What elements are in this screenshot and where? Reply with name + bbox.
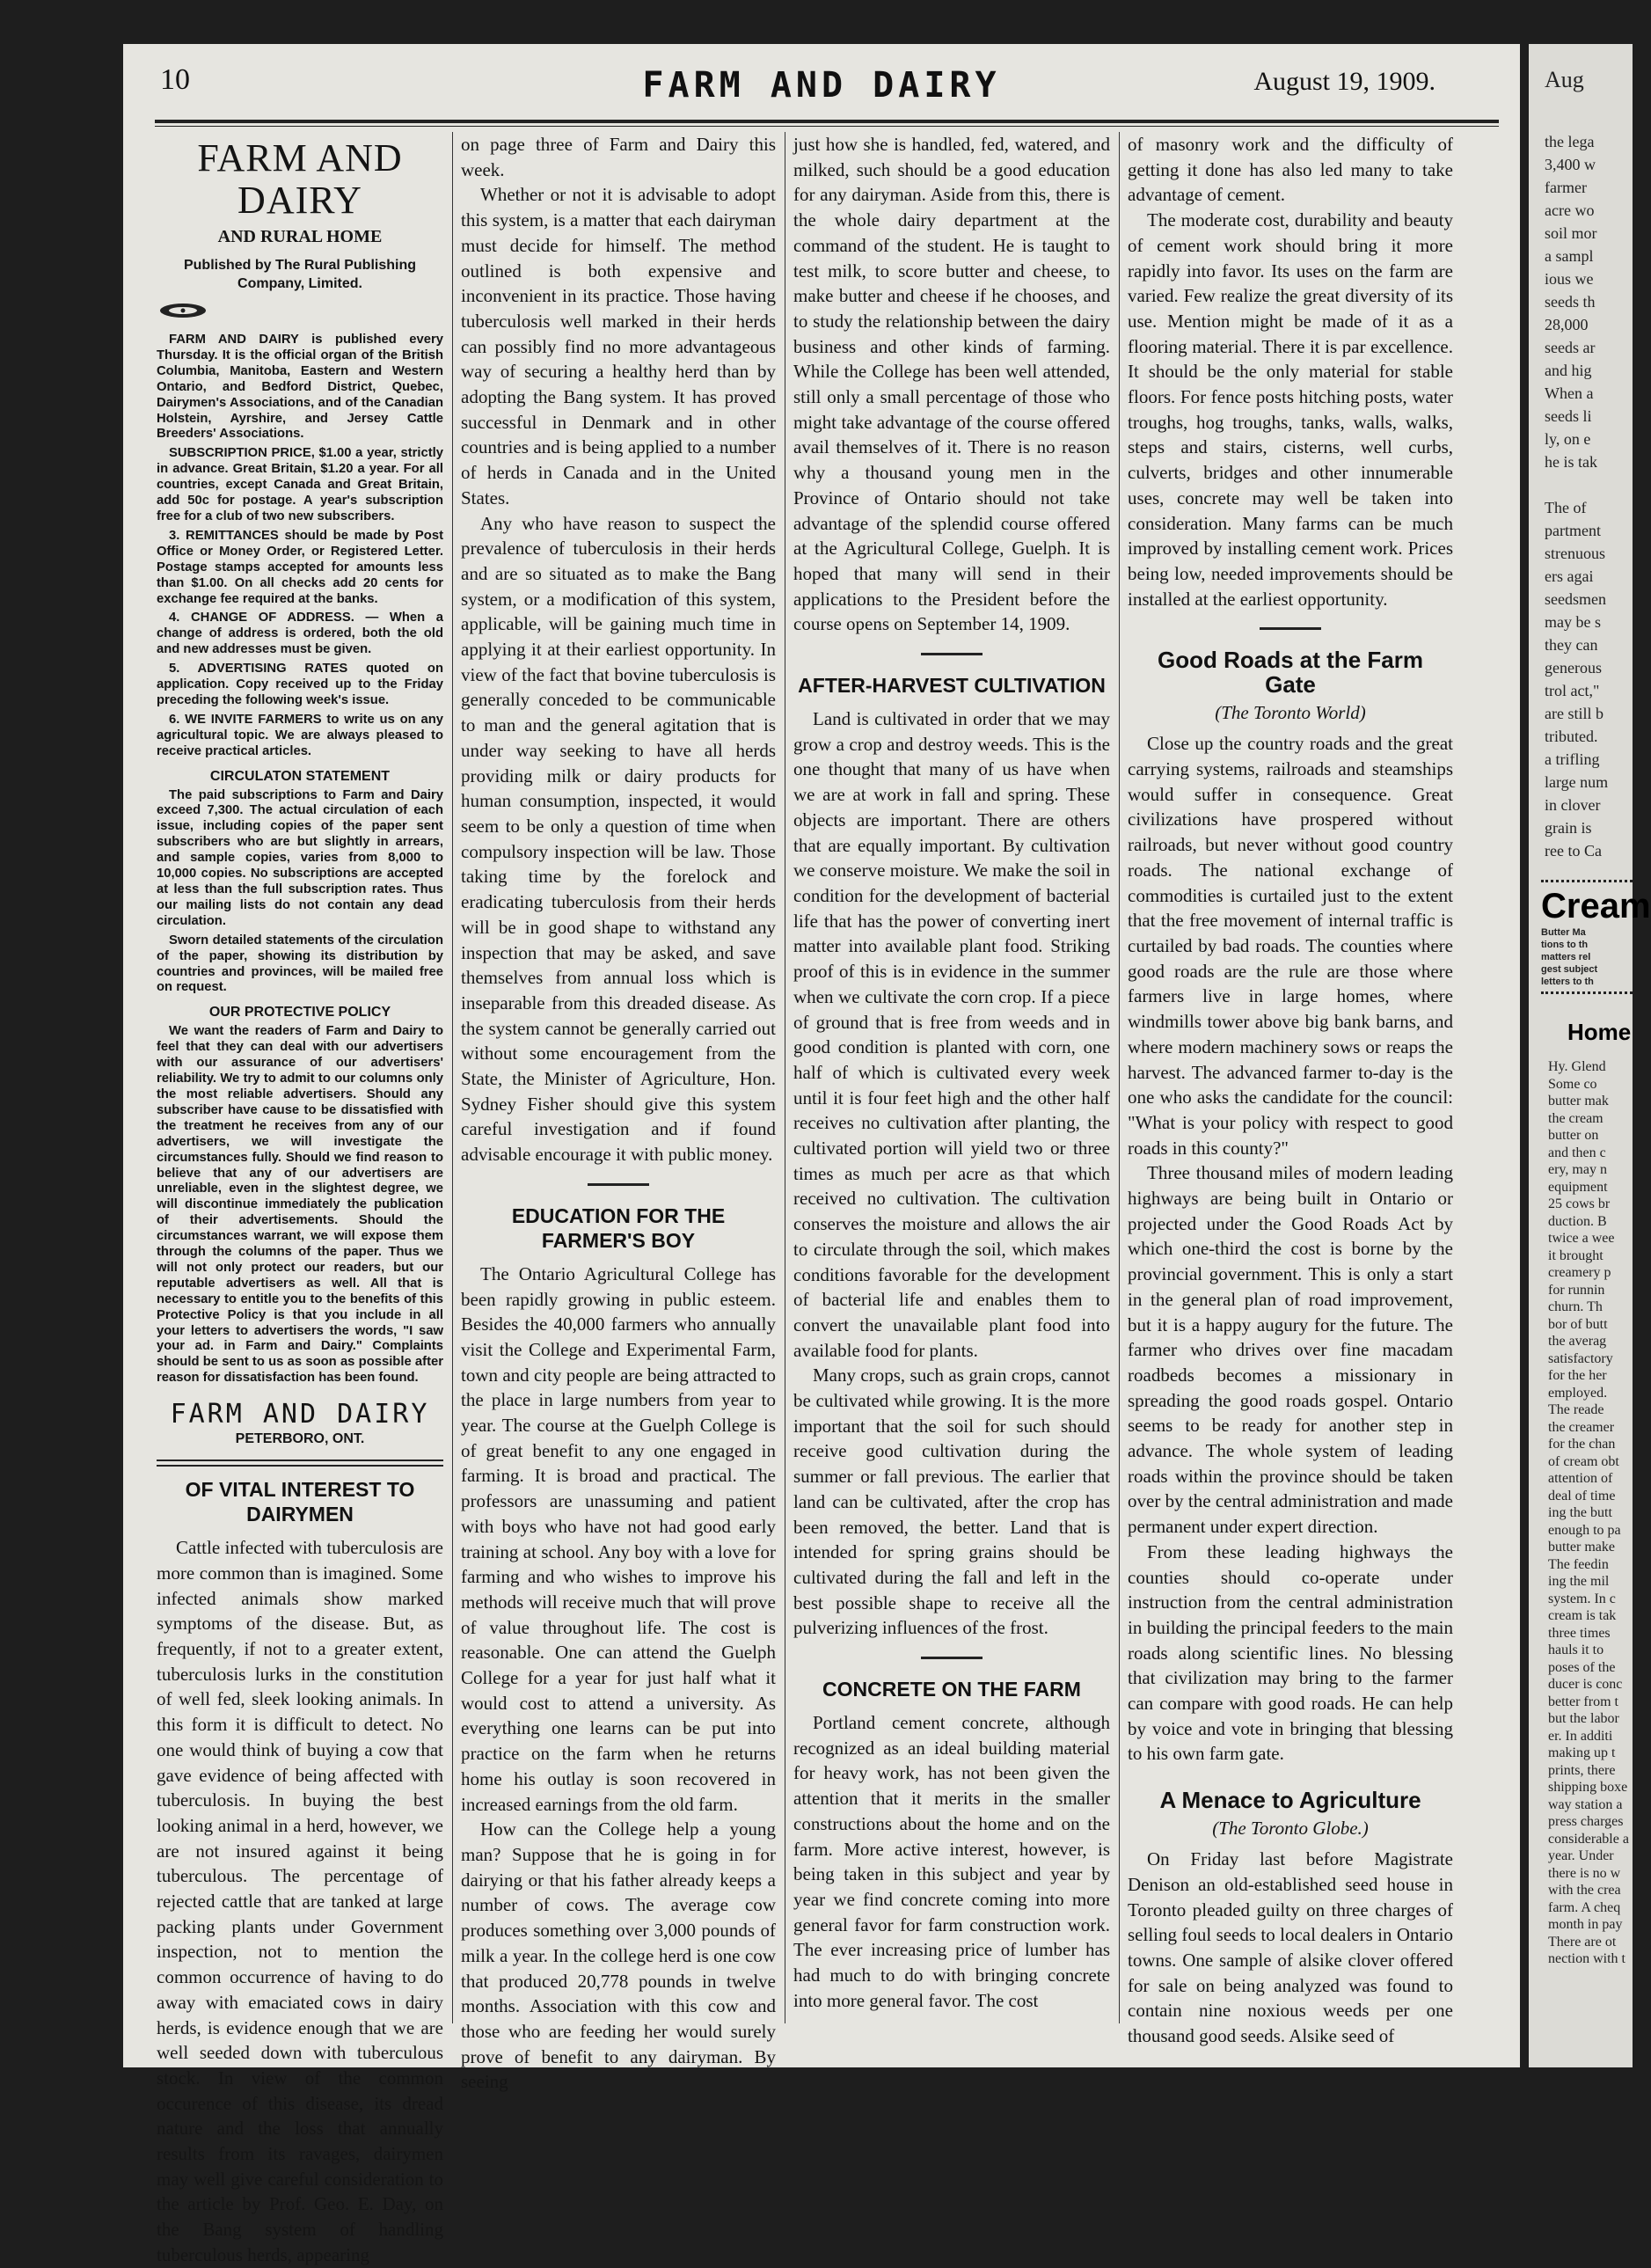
adjacent-page-line: and then c (1548, 1145, 1606, 1160)
publisher-footer-place: PETERBORO, ONT. (235, 1431, 365, 1447)
masthead-title: FARM AND DAIRY (642, 65, 1001, 106)
adjacent-page-line: There are ot (1548, 1934, 1617, 1950)
publisher-box-rule (157, 1465, 443, 1467)
article-heading: OF VITAL INTEREST TO DAIRYMEN (185, 1478, 415, 1526)
cream-banner-text (1541, 926, 1633, 988)
publisher-paragraph: 6. WE INVITE FARMERS to write us on any agricultural topic. We are always pleased to receive practical articles. (157, 712, 443, 758)
adjacent-page-line: ly, on e (1545, 430, 1591, 448)
adjacent-page-line: shipping boxe (1548, 1780, 1628, 1795)
adjacent-page-line: the cream (1548, 1110, 1604, 1126)
adjacent-page-line: The of (1545, 499, 1587, 516)
article-paragraph: on page three of Farm and Dairy this week. (461, 134, 776, 180)
adjacent-page-line: The feedin (1548, 1556, 1609, 1572)
adjacent-page-header: Aug (1545, 67, 1584, 92)
publisher-box (157, 137, 443, 1467)
article-heading: AFTER-HARVEST CULTIVATION (798, 674, 1106, 698)
adjacent-page-line: a trifling (1545, 750, 1600, 768)
adjacent-page-line: employed. (1548, 1385, 1608, 1401)
adjacent-page-line: considerable a (1548, 1831, 1629, 1847)
article-paragraph: just how she is handled, fed, watered, and milked, such should be a good education for any dairyman. Aside from this, there is the whole dairy department at the command of the student. He is taught to test milk, to score butter and cheese, to make butter and cheese if he chooses, and to study the relationship between the dairy business and other kinds of farming. While the College has been well attended, still only a small percentage of those who might take advantage of the course offered avail themselves of it. There is no reason why a thousand young men in the Province of Ontario should not take advantage of the splendid course offered at the Agricultural College, Guelph. It is hoped that many will send in their applications to the President before the course opens on September 14, 1909. (793, 134, 1110, 635)
issue-date: August 19, 1909. (1253, 67, 1435, 96)
article-paragraph: Any who have reason to suspect the prevalence of tuberculosis in their herds and are so situated as to make the Bang system, or a modification of this system, applicable, will be gaining much time in applying it at their earliest opportunity. In view of the fact that bovine tuberculosis is generally conceded to be communicable to man and the general agitation that is under way seeking to have all herds providing milk or dairy products for human consumption, inspected, it would seem to be only a question of time when compulsory inspection will be law. Those taking time by the forelock and eradicating tuberculosis from their herds will be in good shape to withstand any inspection that may be asked, and save themselves from annual loss which is inseparable from this dreaded disease. As the system cannot be generally carried out without some encouragement from the State, the Minister of Agriculture, Hon. Sydney Fisher should give this system careful investigation and if found advisable encourage it with public money. (461, 512, 776, 1166)
adjacent-page-line: grain is (1545, 819, 1592, 837)
adjacent-page-line: are still b (1545, 705, 1604, 722)
adjacent-page-line: butter make (1548, 1540, 1615, 1555)
page-number: 10 (160, 63, 190, 96)
adjacent-page-line: deal of time (1548, 1488, 1616, 1503)
publisher-footer-title: FARM AND DAIRY (170, 1399, 430, 1430)
adjacent-page-line: hauls it to (1548, 1642, 1604, 1657)
column-2 (461, 132, 776, 2093)
adjacent-page-line: creamery p (1548, 1265, 1611, 1280)
adjacent-page-line: ducer is conc (1548, 1677, 1623, 1692)
publisher-paragraph: 4. CHANGE OF ADDRESS. — When a change of address is ordered, both the old and new addresses must be given. (157, 611, 443, 657)
adjacent-page-line: three times (1548, 1625, 1611, 1641)
article-paragraph: The moderate cost, durability and beauty of cement work should bring it more rapidly into favor. Its uses on the farm are varied. Few realize the great diversity of its use. Mention might be made of it as a flooring material. There it is par excellence. It should be the only material for stable floors. For fence posts hitching posts, water troughs, hog troughs, tanks, walls, walks, steps and stairs, cisterns, well curbs, culverts, bridges and other innumerable uses, concrete may well be taken into consideration. Many farms can be much improved by installing cement work. Prices being low, needed improvements should be installed at the earliest opportunity. (1128, 209, 1453, 610)
article-byline: (The Toronto World) (1215, 702, 1366, 724)
adjacent-page-line: the creamer (1548, 1419, 1615, 1435)
article-paragraph: of masonry work and the difficulty of getting it done has also led many to take advantage of cement. (1128, 134, 1453, 206)
section-divider (588, 1183, 649, 1186)
adjacent-page-line: butter on (1548, 1128, 1599, 1143)
adjacent-page-line: with the crea (1548, 1883, 1621, 1898)
article-paragraph: Cattle infected with tuberculosis are more common than is imagined. Some infected animals show marked symptoms of the disease. But, as frequently, if not to a greater extent, tuberculosis lurks in the constitution of well fed, sleek looking animals. In this form it is difficult to detect. No one would think of buying a cow that gave evidence of being affected with tuberculosis. In buying the best looking animal in a herd, however, we are not insured against it being tuberculous. The percentage of rejected cattle that are tanked at large packing plants under Government inspection, not to mention the common occurrence of having to do away with emaciated cows in dairy herds, is evidence enough that we are well seeded down with tuberculous stock. In view of the common occurence of this disease, its dread nature and the loss that annually results from its ravages, dairymen may well give careful consideration to the article by Prof. Geo. E. Day, on the Bang system of handling tuberculous herds, appearing (157, 1537, 443, 2265)
adjacent-page-line: partment (1545, 522, 1601, 539)
circulation-paragraph: Sworn detailed statements of the circulation of the paper, showing its distribution by countries and provinces, will be mailed free on request. (157, 933, 443, 995)
adjacent-page-line: the averag (1548, 1334, 1607, 1349)
article-paragraph: Three thousand miles of modern leading highways are being built in Ontario or projected under the Good Roads Act by which one-third the cost is borne by the provincial government. This is only a start in the general plan of road improvement, but it is a happy augury for the future. The farmer who drives over fine macadam roadbeds becomes a missionary in spreading the good roads gospel. Ontario seems to be ready for another step in advance. The whole system of leading roads within the province should be taken over by the central administration and made permanent under expert direction. (1128, 1162, 1453, 1538)
article-heading: CONCRETE ON THE FARM (822, 1678, 1081, 1701)
adjacent-page-line: churn. Th (1548, 1299, 1603, 1314)
newspaper-page (123, 44, 1520, 2265)
adjacent-page-line: tions to th (1541, 940, 1589, 950)
publisher-paragraph: 3. REMITTANCES should be made by Post Office or Money Order, or Registered Letter. Postage stamps accepted for amounts less than $1.00. On all checks add 20 cents for exchange fee required at the banks. (157, 528, 443, 606)
adjacent-page-line: enough to pa (1548, 1522, 1621, 1538)
article-paragraph: Many crops, such as grain crops, cannot be cultivated while growing. It is the more important that the soil for such should receive good cultivation during the summer or fall previous. The earlier that land can be cultivated, after the crop has been removed, the better. Land that is intended for spring grains should be cultivated during the fall and left in the best possible shape to receive all the pulverizing influences of the frost. (793, 1364, 1110, 1639)
publisher-line: Published by The Rural Publishing Company, Limited. (183, 258, 417, 291)
section-divider (921, 1657, 983, 1659)
adjacent-page-line: system. In c (1548, 1591, 1616, 1606)
adjacent-page-line: butter mak (1548, 1094, 1609, 1108)
adjacent-page-line: seeds th (1545, 293, 1596, 311)
adjacent-page-line: for runnin (1548, 1282, 1605, 1298)
adjacent-page-line: gest subject (1541, 964, 1598, 975)
adjacent-page-line: attention of (1548, 1471, 1613, 1486)
column-3 (793, 132, 1110, 2023)
article-heading: EDUCATION FOR THE FARMER'S BOY (511, 1204, 726, 1252)
article-paragraph: On Friday last before Magistrate Denison an old-established seed house in Toronto pleaded guilty on three charges of selling foul seeds to local dealers in Ontario towns. One sample of alsike clover offered for sale on being analyzed was found to contain nine noxious weeds per one thousand good seeds. Alsike seed of (1128, 1848, 1453, 2047)
adjacent-page-line: for the her (1548, 1368, 1607, 1383)
adjacent-page-line: the lega (1545, 133, 1595, 150)
adjacent-page-line: farm. A cheq (1548, 1899, 1621, 1915)
ornament-icon (157, 302, 209, 319)
adjacent-page-line: generous (1545, 659, 1602, 677)
article-byline: (The Toronto Globe.) (1212, 1818, 1369, 1840)
adjacent-page-line (1545, 473, 1633, 496)
adjacent-page-line: it brought (1548, 1247, 1604, 1263)
adjacent-page-line: twice a wee (1548, 1231, 1615, 1246)
adjacent-page-line: making up t (1548, 1745, 1616, 1760)
adjacent-page-line: but the labor (1548, 1711, 1619, 1726)
adjacent-page-line: satisfactory (1548, 1350, 1613, 1366)
adjacent-page-line: tributed. (1545, 728, 1598, 745)
article-paragraph: The Ontario Agricultural College has been rapidly growing in public esteem. Besides the 40,000 farmers who annually visit the College and Experimental Farm, town and city people are being attracted to the place in large numbers from year to year. The course at the Guelph College is of great benefit to any one engaged in farming. It is broad and practical. The professors are unassuming and patient with boys who have not had good early training at school. Any boy with a love for farming and who wishes to improve his methods will receive much that will prove of value throughout life. The cost is reasonable. One can attend the Guelph College for a year for just half what it would cost to attend a university. As everything one learns can be put into practice on the farm when he returns home his outlay is soon recovered in increased earnings from the old farm. (461, 1262, 776, 1815)
adjacent-page-line: way station a (1548, 1796, 1623, 1812)
publisher-box-rule (157, 1460, 443, 1461)
article-heading: Good Roads at the Farm Gate (1158, 647, 1423, 699)
header-rule (155, 120, 1499, 127)
adjacent-page-line: there is no w (1548, 1865, 1621, 1881)
adjacent-page-line: Hy. Glend (1548, 1059, 1606, 1074)
adjacent-page-line: ing the butt (1548, 1505, 1612, 1520)
adjacent-page-line: ree to Ca (1545, 842, 1602, 860)
adjacent-page-line: cream is tak (1548, 1608, 1617, 1623)
adjacent-page-line: of cream obt (1548, 1453, 1619, 1469)
policy-heading: OUR PROTECTIVE POLICY (208, 1005, 391, 1021)
article-paragraph: Close up the country roads and the great carrying systems, railroads and steamships would suffer in consequence. Great civilizations have prospered without railroads, but never without good country roads. The national exchange of commodities is curtailed just to the extent that the free movement of internal traffic is curtailed by bad roads. The counties where good roads are the rule are those where farmers live in large homes, where windmills tower above big bank barns, and where modern machinery sows or reaps the harvest. The advanced farmer to-day is the one who asks the candidate for the council: "What is your policy with respect to good roads in this county?" (1128, 733, 1453, 1159)
adjacent-page-line: ious we (1545, 270, 1594, 288)
adjacent-page-line: he is tak (1545, 453, 1597, 471)
article-paragraph: Portland cement concrete, although recognized as an ideal building material for heavy work, has not been given the attention that it merits in the smaller constructions about the home and on the farm. More active interest, however, is being taken in this subject and year by year we find concrete coming into more general favor for farm construction work. The ever increasing price of lumber has had much to do with bringing concrete into more general favor. The cost (793, 1712, 1110, 2011)
adjacent-page-line: they can (1545, 636, 1598, 654)
publisher-box-subtitle: AND RURAL HOME (217, 227, 383, 246)
adjacent-page-line: equipment (1548, 1179, 1608, 1195)
adjacent-page-text (1545, 130, 1633, 862)
column-divider (1119, 132, 1120, 2023)
adjacent-page-line: may be s (1545, 613, 1601, 631)
adjacent-page-line: 25 cows br (1548, 1196, 1611, 1211)
article-heading: A Menace to Agriculture (1159, 1787, 1421, 1814)
adjacent-page-line: 28,000 (1545, 316, 1589, 333)
publisher-paragraph: SUBSCRIPTION PRICE, $1.00 a year, strictly in advance. Great Britain, $1.20 a year. For all countries, except Canada and Great Britain, add 50c for postage. A year's subscription free for a club of two new subscribers. (157, 446, 443, 523)
adjacent-page-line: a sampl (1545, 247, 1594, 265)
adjacent-page-line: Some co (1548, 1076, 1597, 1092)
adjacent-page-line: ery, may n (1548, 1162, 1607, 1177)
adjacent-page-text (1548, 1058, 1633, 1968)
adjacent-page-subhead: Home (1567, 1019, 1632, 1045)
publisher-paragraph: FARM AND DAIRY is published every Thursday. It is the official organ of the British Columbia, Manitoba, Eastern and Western Ontario, and Bedford District, Quebec, Dairymen's Associations, and of the Canadian Holstein, Ayrshire, and Jersey Cattle Breeders' Associations. (157, 333, 443, 442)
adjacent-page-line: strenuous (1545, 545, 1605, 562)
adjacent-page-line: and hig (1545, 362, 1592, 379)
adjacent-page-edge (1529, 44, 1651, 2067)
adjacent-page-line: The reade (1548, 1402, 1604, 1417)
column-4 (1128, 132, 1453, 2047)
adjacent-page-line: er. In additi (1548, 1728, 1613, 1744)
adjacent-page-line: seeds li (1545, 407, 1592, 425)
adjacent-page-line: poses of the (1548, 1659, 1616, 1675)
adjacent-page-line: trol act," (1545, 682, 1600, 699)
adjacent-page-line: for the chan (1548, 1437, 1616, 1452)
adjacent-page-line: large num (1545, 773, 1609, 791)
article-paragraph: Whether or not it is advisable to adopt this system, is a matter that each dairyman must decide for himself. The method outlined is both expensive and inconvenient in its practice. Those having tuberculosis well marked in their herds can possibly find no more advantageous way of securing a healthy herd than by adopting the Bang system. It has proved successful in Denmark and in other countries and is being applied to a number of herds in Canada and in the United States. (461, 184, 776, 508)
adjacent-page-line: seedsmen (1545, 590, 1606, 608)
adjacent-page-line: matters rel (1541, 952, 1591, 962)
adjacent-page-line: month in pay (1548, 1917, 1623, 1932)
adjacent-page-line: press charges (1548, 1814, 1624, 1829)
adjacent-page-line: duction. B (1548, 1213, 1607, 1229)
adjacent-page-line: soil mor (1545, 224, 1597, 242)
adjacent-page-line: nection with t (1548, 1951, 1625, 1966)
article-paragraph: Land is cultivated in order that we may grow a crop and destroy weeds. This is the one thought that many of us have when we are at work in fall and spring. These objects are important. There are others that are equally important. By cultivation we conserve moisture. We make the soil in condition for the development of bacterial life that has the power of converting inert matter into available plant food. Striking proof of this is in evidence in the summer when we cultivate the corn crop. If a piece of ground that is free from weeds and in good condition is planted with corn, one half of which is cultivated every week until it is four feet high and the other half receives no cultivation after planting, the cultivated portion will yield two or three times as much per acre as that which received no cultivation. The cultivation conserves the moisture and allows the air to circulate through the soil, which makes conditions favorable for the development of bacterial life and enables them to convert the unavailable plant food into available food for plants. (793, 708, 1110, 1361)
column-1 (157, 132, 443, 2265)
adjacent-page-line: year. Under (1548, 1848, 1614, 1863)
adjacent-page-line: bor of butt (1548, 1316, 1608, 1332)
publisher-paragraph: 5. ADVERTISING RATES quoted on application. Copy received up to the Friday preceding the following week's issue. (157, 662, 443, 707)
adjacent-page-line: 3,400 w (1545, 156, 1596, 173)
section-divider (1260, 627, 1321, 630)
publisher-box-title: FARM AND DAIRY (197, 136, 403, 222)
adjacent-page-line: seeds ar (1545, 339, 1596, 356)
adjacent-page-line: ing the mil (1548, 1574, 1610, 1589)
adjacent-page-line: better from t (1548, 1694, 1618, 1709)
circulation-heading: CIRCULATON STATEMENT (209, 768, 391, 784)
column-divider (452, 132, 453, 2023)
circulation-paragraph: The paid subscriptions to Farm and Dairy exceed 7,300. The actual circulation of each issue, including copies of the paper sent subscribers who are but slightly in arrears, and sample copies, varies from 8,000 to 10,000 copies. No subscriptions are accepted at less than the full subscription rates. Thus our mailing lists do not contain any dead circulation. (157, 787, 443, 928)
cream-banner (1541, 880, 1651, 994)
adjacent-page-line: acre wo (1545, 201, 1595, 219)
adjacent-page-line: letters to th (1541, 977, 1594, 987)
section-divider (921, 653, 983, 655)
adjacent-page-line: When a (1545, 384, 1594, 402)
policy-paragraph: We want the readers of Farm and Dairy to feel that they can deal with our advertisers with our assurance of our advertisers' reliability. We try to admit to our columns only the most reliable advertisers. Should any subscriber have cause to be dissatisfied with the treatment he receives from any of our advertisers, we will investigate the circumstances fully. Should we find reason to believe that any of our advertisers are unreliable, even in the slightest degree, we will discontinue immediately the publication of their advertisements. Should the circumstances warrant, we will expose them through the columns of the paper. Thus we will not only protect our readers, but our reputable advertisers as well. All that is necessary to entitle you to the benefits of this Protective Policy is that you include in all your letters to advertisers the words, "I saw your ad. in Farm and Dairy." Complaints should be sent to us as soon as possible after reason for dissatisfaction has been found. (157, 1024, 443, 1386)
adjacent-page-line: farmer (1545, 179, 1587, 196)
cream-banner-title: Cream (1541, 887, 1651, 925)
article-paragraph: From these leading highways the counties should co-operate under instruction from the central administration in building the principal feeders to the main roads along scientific lines. No blessing that civilization may bring to the farmer can compare with good roads. He can help by voice and vote in bringing that blessing to his own farm gate. (1128, 1540, 1453, 1765)
article-paragraph: How can the College help a young man? Suppose that he is going in for dairying or that his father already keeps a number of cows. The average cow produces something over 3,000 pounds of milk a year. In the college herd is one cow that produced 20,778 pounds in twelve months. Association with this cow and those who are feeding her would surely prove of benefit to any dairyman. By seeing (461, 1818, 776, 2093)
adjacent-page-line: Butter Ma (1541, 927, 1586, 938)
adjacent-page-line: ers agai (1545, 567, 1594, 585)
page-header (123, 44, 1520, 132)
adjacent-page-line: in clover (1545, 796, 1601, 814)
adjacent-page-line: prints, there (1548, 1762, 1616, 1778)
